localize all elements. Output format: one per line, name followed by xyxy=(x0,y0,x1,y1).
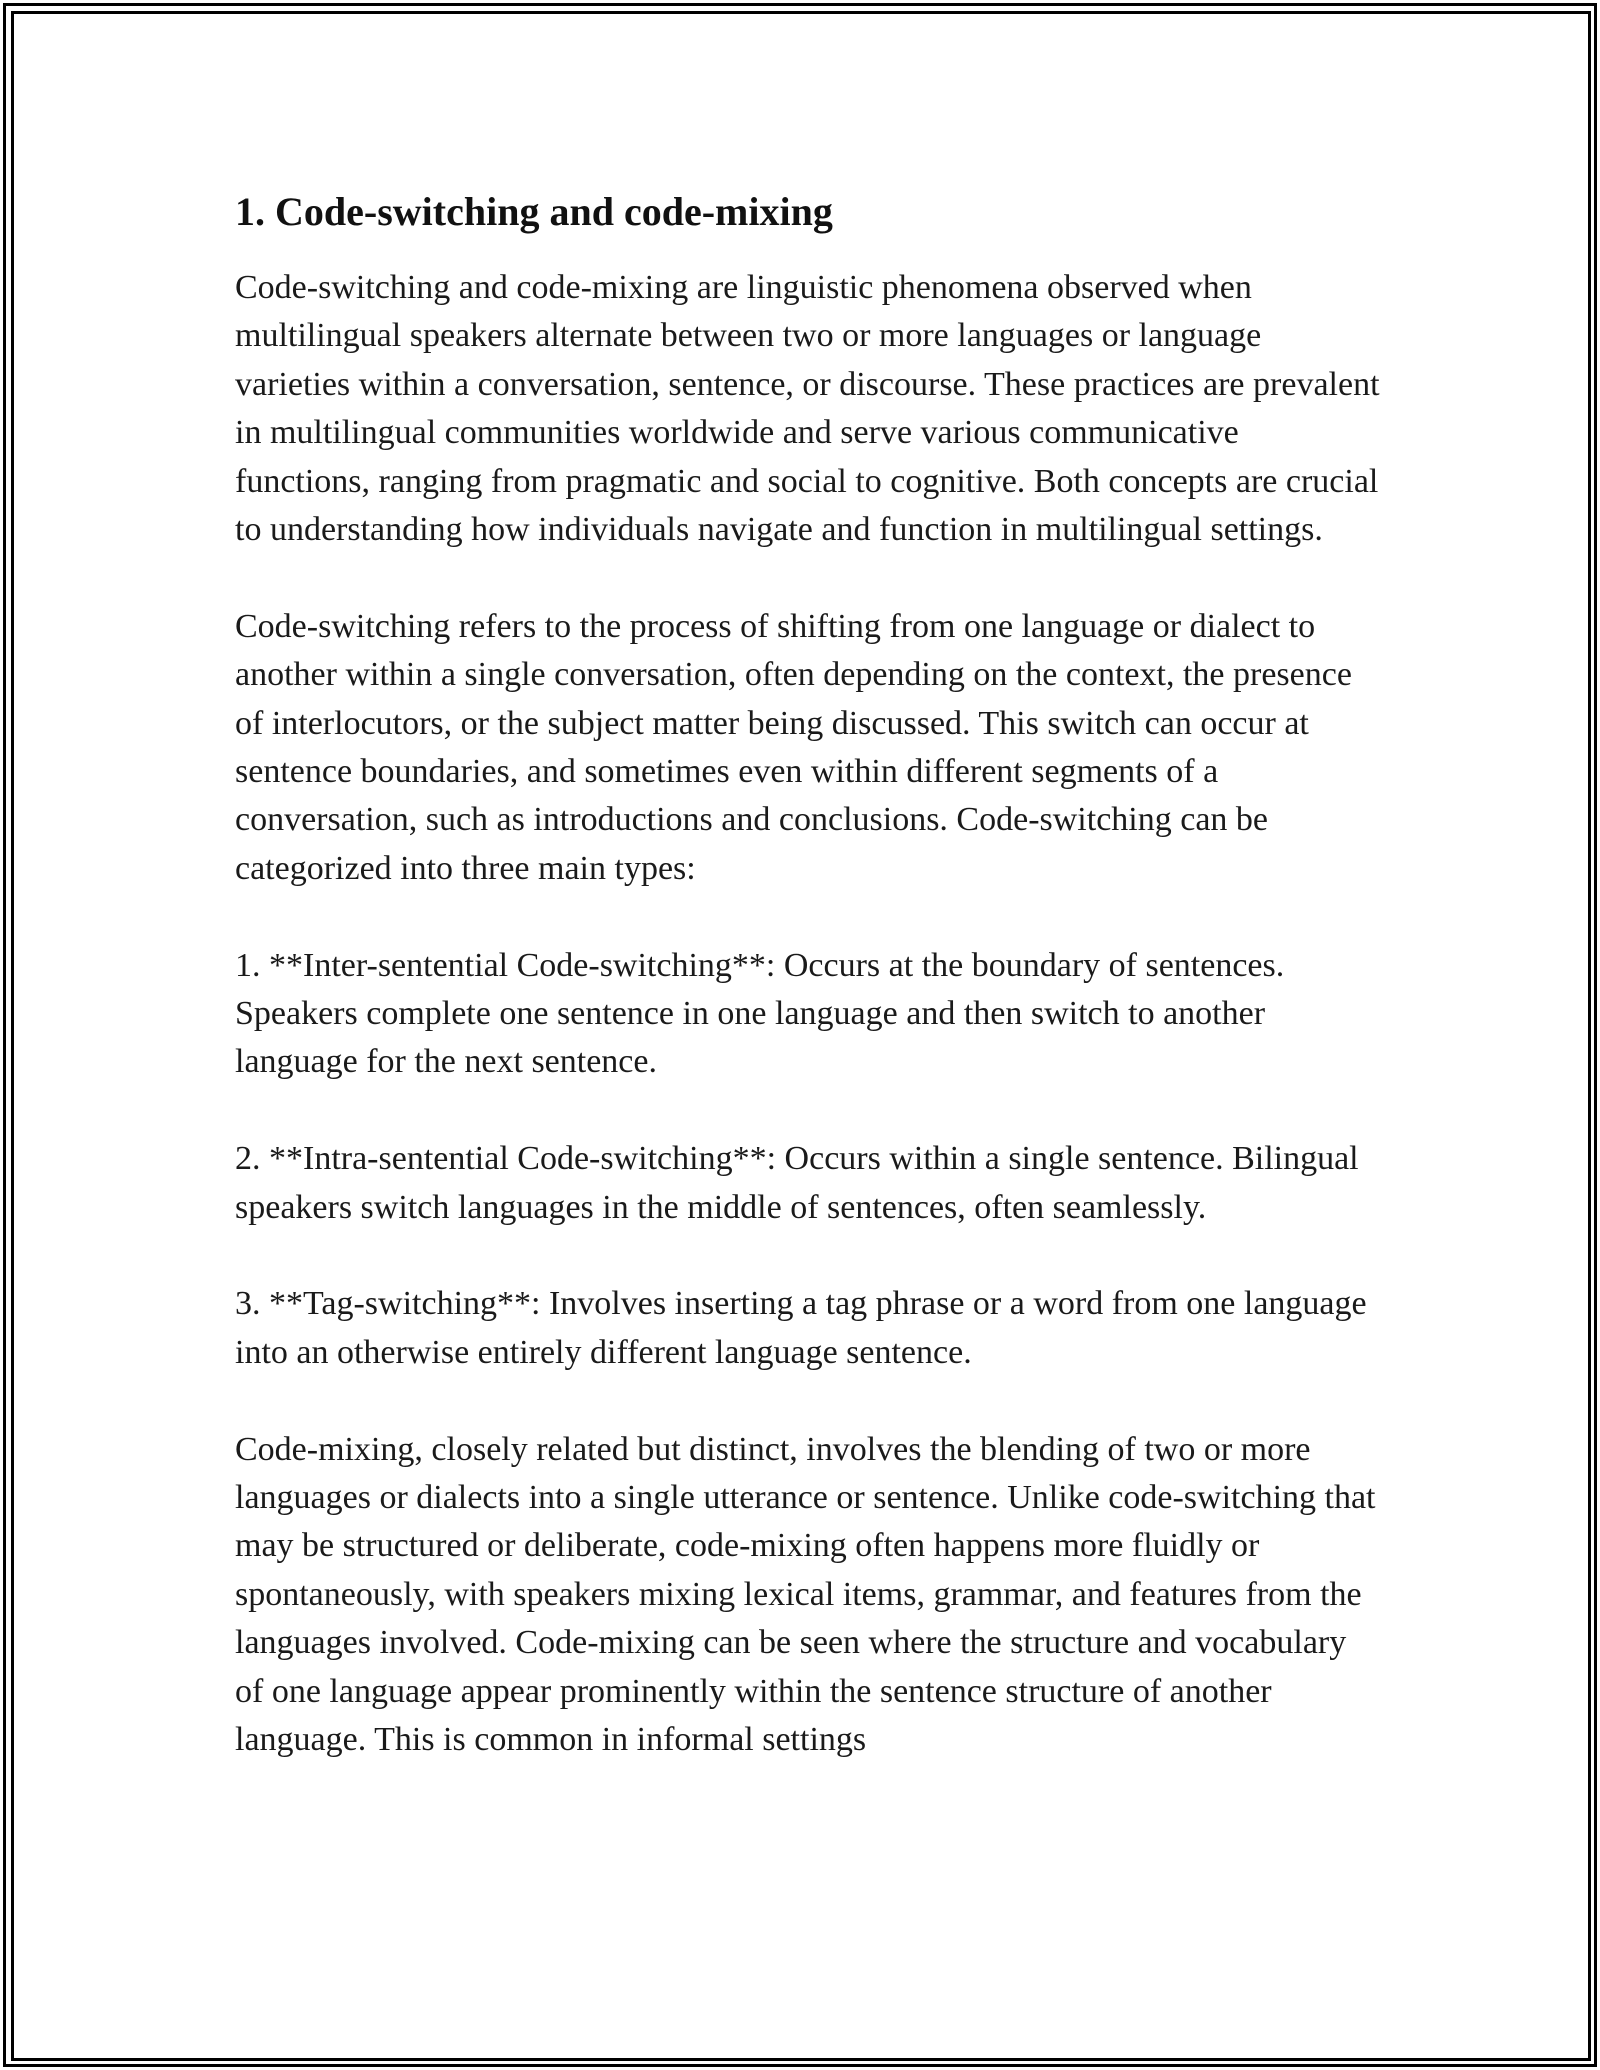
paragraph-code-mixing: Code-mixing, closely related but distinct, involves the blending of two or more languages or dialects into a single utterance or sentence. Unlike code-switching that may be structured or deliberate, code-mixing often happens more fluidly or spontaneously, with speakers mixing lexical items, grammar, and features from the languages involved. Code-mixing can be seen where the structure and vocabulary of one language appear prominently within the sentence structure of another language. This is common in informal settings xyxy=(235,1430,1376,1759)
list-item-inter-sentential: 1. **Inter-sentential Code-switching**: Occurs at the boundary of sentences. Speakers complete one sentence in one language and then switch to another language for the next sentence. xyxy=(235,946,1285,1081)
paragraph-code-switching: Code-switching refers to the process of shifting from one language or dialect to another within a single conversation, often depending on the context, the presence of interlocutors, or the subject matter being discussed. This switch can occur at sentence boundaries, and sometimes even within different segments of a conversation, such as introductions and conclusions. Code-switching can be categorized into three main types: xyxy=(235,607,1352,887)
paragraph-intro: Code-switching and code-mixing are linguistic phenomena observed when multilingual speakers alternate between two or more languages or language varieties within a conversation, sentence, or discourse. These practices are prevalent in multilingual communities worldwide and serve various communicative functions, ranging from pragmatic and social to cognitive. Both concepts are crucial to understanding how individuals navigate and function in multilingual settings. xyxy=(235,269,1380,549)
list-item-intra-sentential: 2. **Intra-sentential Code-switching**: Occurs within a single sentence. Bilingual speakers switch languages in the middle of sentences, often seamlessly. xyxy=(235,1140,1359,1226)
list-item-tag-switching: 3. **Tag-switching**: Involves inserting a tag phrase or a word from one language into an otherwise entirely different language sentence. xyxy=(235,1285,1367,1371)
document-body xyxy=(235,183,1380,1813)
section-heading: 1. Code-switching and code-mixing xyxy=(235,189,833,234)
